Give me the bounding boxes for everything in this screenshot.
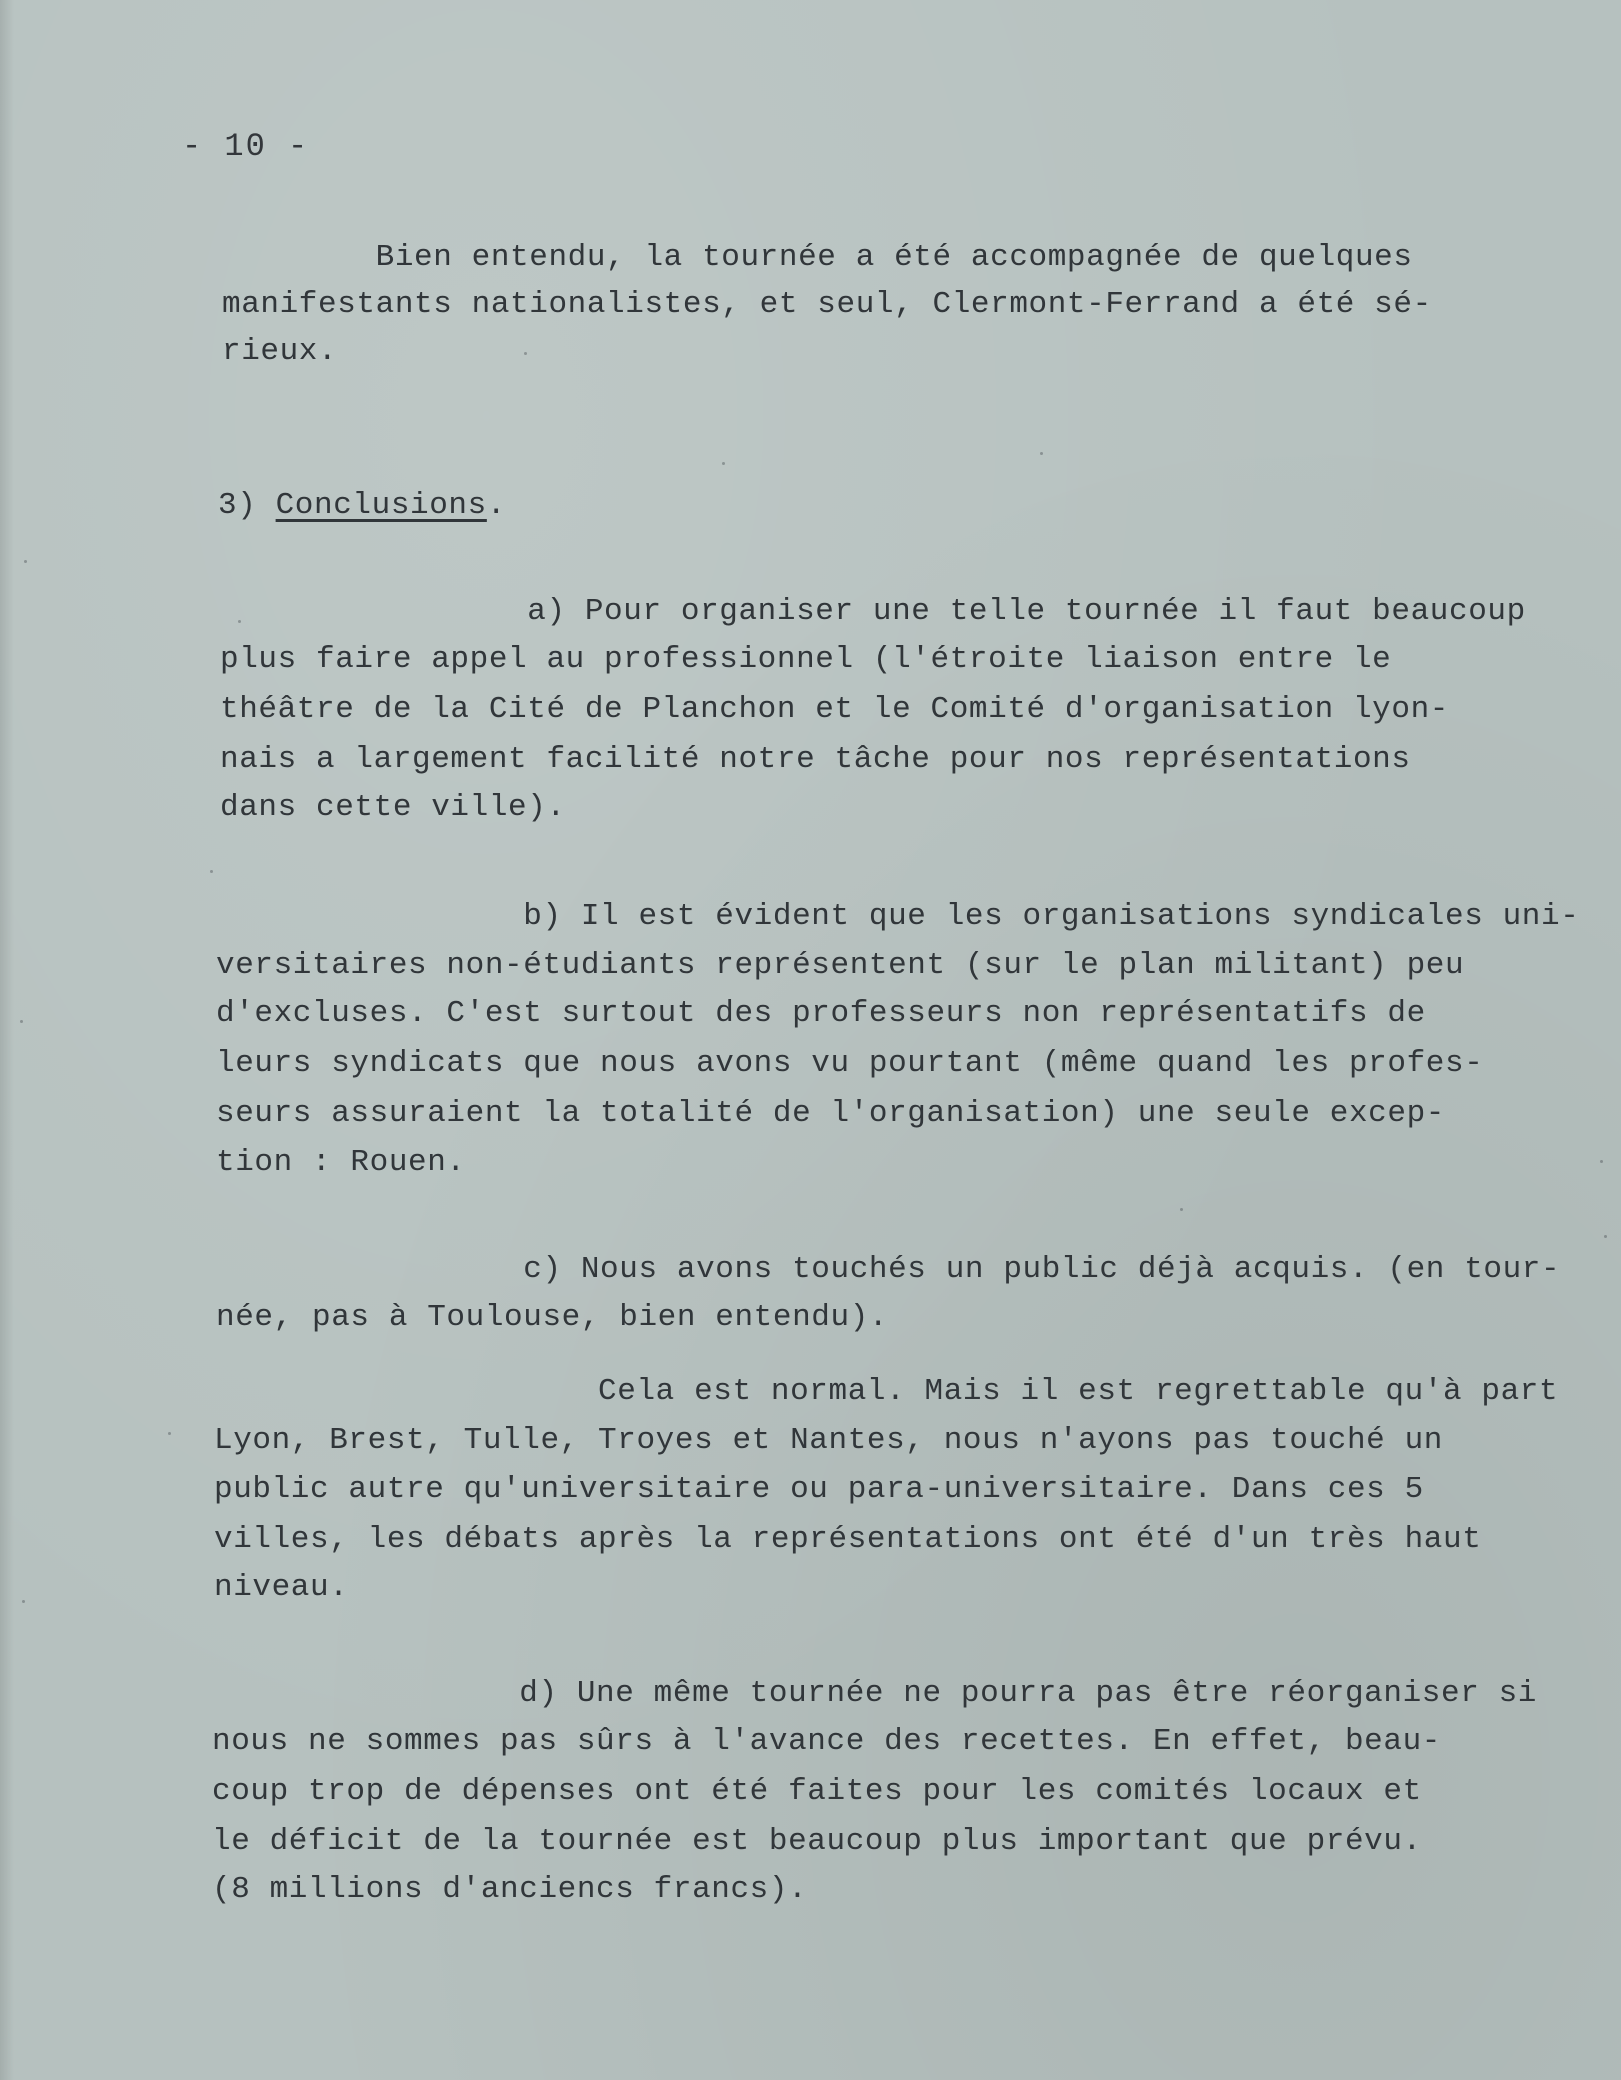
paragraph-b-line: b) Il est évident que les organisations syndicales uni- [216,899,1580,934]
paragraph-b-line: seurs assuraient la totalité de l'organisation) une seule excep- [216,1096,1445,1131]
ink-speck [524,352,527,355]
paragraph-a-line: nais a largement facilité notre tâche pour nos représentations [220,742,1411,777]
section-heading [218,488,506,523]
paragraph-d-line: nous ne sommes pas sûrs à l'avance des recettes. En effet, beau- [212,1724,1441,1759]
paragraph-d-line: d) Une même tournée ne pourra pas être réorganiser si [212,1676,1538,1711]
paragraph-c2-line: Cela est normal. Mais il est regrettable qu'à part [214,1374,1559,1409]
section-number: 3) [218,488,257,523]
ink-speck [210,870,213,873]
paragraph-a-line: théâtre de la Cité de Planchon et le Comité d'organisation lyon- [220,692,1449,727]
paragraph-c2-line: niveau. [214,1570,349,1605]
ink-speck [1600,1160,1603,1163]
ink-speck [722,462,725,465]
ink-speck [1040,452,1043,455]
paragraph-d-line: (8 millions d'anciencs francs). [212,1872,808,1907]
paragraph-1-line: manifestants nationalistes, et seul, Clermont-Ferrand a été sé- [222,287,1432,322]
section-title: Conclusions [275,488,487,523]
page-edge-shadow [0,0,14,2080]
section-suffix: . [486,488,507,523]
paragraph-c-line: c) Nous avons touchés un public déjà acquis. (en tour- [216,1252,1561,1287]
paragraph-b-line: d'excluses. C'est surtout des professeurs non représentatifs de [216,996,1426,1031]
paragraph-a-line: a) Pour organiser une telle tournée il faut beaucoup [220,594,1526,629]
ink-speck [22,1600,25,1603]
paragraph-a-line: plus faire appel au professionnel (l'étroite liaison entre le [220,642,1392,677]
page-number: - 10 - [182,128,310,165]
paragraph-c2-line: public autre qu'universitaire ou para-universitaire. Dans ces 5 [214,1472,1424,1507]
ink-speck [1180,1208,1183,1211]
paragraph-1-line: rieux. [222,334,338,369]
ink-speck [238,620,241,623]
paragraph-1-line: Bien entendu, la tournée a été accompagnée de quelques [222,240,1413,275]
paragraph-b-line: tion : Rouen. [216,1145,466,1180]
ink-speck [168,1432,171,1435]
paragraph-a-line: dans cette ville). [220,790,566,825]
paragraph-c2-line: villes, les débats après la représentations ont été d'un très haut [214,1522,1482,1557]
paragraph-d-line: le déficit de la tournée est beaucoup plus important que prévu. [212,1824,1422,1859]
ink-speck [24,560,27,563]
paragraph-c-line: née, pas à Toulouse, bien entendu). [216,1300,889,1335]
paragraph-b-line: versitaires non-étudiants représentent (sur le plan militant) peu [216,948,1465,983]
ink-speck [20,1020,23,1023]
paragraph-d-line: coup trop de dépenses ont été faites pour les comités locaux et [212,1774,1422,1809]
ink-speck [1604,1235,1607,1238]
paragraph-c2-line: Lyon, Brest, Tulle, Troyes et Nantes, nous n'ayons pas touché un [214,1423,1443,1458]
paragraph-b-line: leurs syndicats que nous avons vu pourtant (même quand les profes- [216,1046,1484,1081]
